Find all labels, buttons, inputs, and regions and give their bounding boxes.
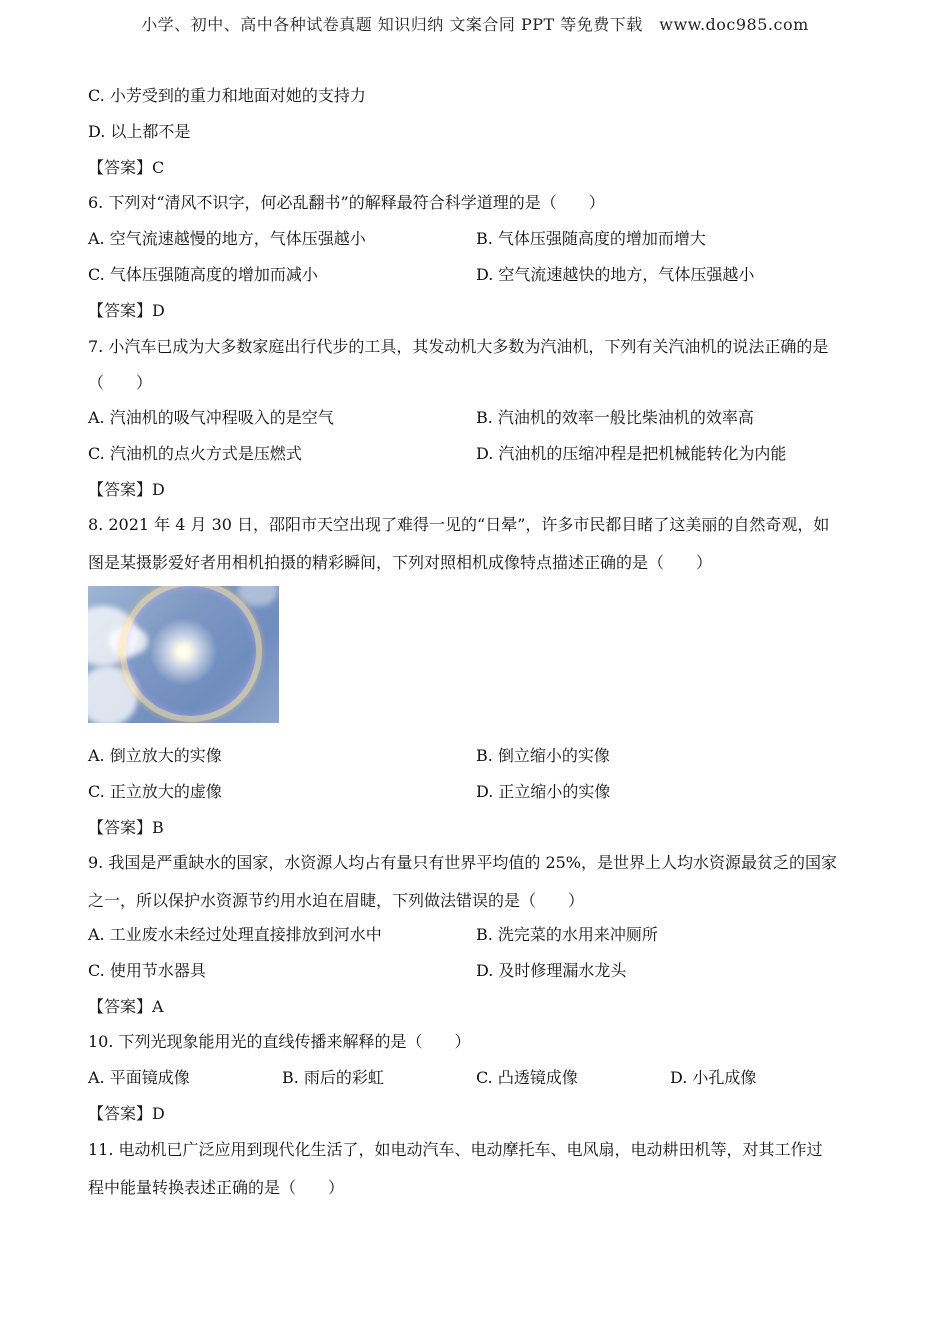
q9-option-a: A. 工业废水未经过处理直接排放到河水中 — [88, 925, 382, 944]
q6-stem: 6. 下列对“清风不识字，何必乱翻书”的解释最符合科学道理的是（ ） — [88, 193, 605, 212]
q10-option-b: B. 雨后的彩虹 — [282, 1068, 384, 1087]
q7-stem-line1: 7. 小汽车已成为大多数家庭出行代步的工具，其发动机大多数为汽油机，下列有关汽油机的说法正确的是 — [88, 337, 829, 356]
q7-option-d: D. 汽油机的压缩冲程是把机械能转化为内能 — [476, 444, 787, 463]
answer-label: 【答案】 — [88, 158, 153, 177]
prev-option-c: C. 小芳受到的重力和地面对她的支持力 — [88, 86, 366, 105]
q6-option-c: C. 气体压强随高度的增加而减小 — [88, 265, 318, 284]
page-header: 小学、初中、高中各种试卷真题 知识归纳 文案合同 PPT 等免费下载 www.doc985.com — [141, 15, 809, 34]
answer-value: D — [152, 301, 165, 320]
sun-halo-photo — [88, 586, 279, 723]
answer-label: 【答案】 — [88, 480, 153, 499]
q11-stem-line1: 11. 电动机已广泛应用到现代化生活了，如电动汽车、电动摩托车、电风扇，电动耕田机等，对其工作过 — [88, 1140, 823, 1159]
answer-value: C — [152, 158, 165, 177]
q8-option-c: C. 正立放大的虚像 — [88, 782, 222, 801]
answer-value: A — [152, 997, 164, 1016]
q6-option-a: A. 空气流速越慢的地方，气体压强越小 — [88, 229, 366, 248]
answer-label: 【答案】 — [88, 818, 153, 837]
q8-stem-line1: 8. 2021 年 4 月 30 日，邵阳市天空出现了难得一见的“日晕”，许多市民都目睹了这美丽的自然奇观，如 — [88, 515, 830, 534]
q8-option-b: B. 倒立缩小的实像 — [476, 746, 610, 765]
q9-option-d: D. 及时修理漏水龙头 — [476, 961, 627, 980]
q9-answer — [88, 997, 164, 1017]
q8-option-a: A. 倒立放大的实像 — [88, 746, 222, 765]
q11-stem-line2: 程中能量转换表述正确的是（ ） — [88, 1178, 345, 1197]
answer-value: B — [152, 818, 164, 837]
q7-option-a: A. 汽油机的吸气冲程吸入的是空气 — [88, 408, 334, 427]
q7-option-b: B. 汽油机的效率一般比柴油机的效率高 — [476, 408, 754, 427]
q7-option-c: C. 汽油机的点火方式是压燃式 — [88, 444, 302, 463]
answer-label: 【答案】 — [88, 1104, 153, 1123]
q10-answer — [88, 1104, 165, 1124]
q10-option-a: A. 平面镜成像 — [88, 1068, 190, 1087]
prev-answer — [88, 158, 164, 178]
q10-option-c: C. 凸透镜成像 — [476, 1068, 578, 1087]
q8-answer — [88, 818, 164, 838]
q9-option-c: C. 使用节水器具 — [88, 961, 206, 980]
q8-stem-line2: 图是某摄影爱好者用相机拍摄的精彩瞬间，下列对照相机成像特点描述正确的是（ ） — [88, 553, 713, 572]
q9-stem-line2: 之一，所以保护水资源节约用水迫在眉睫，下列做法错误的是（ ） — [88, 891, 585, 910]
answer-value: D — [152, 480, 165, 499]
answer-label: 【答案】 — [88, 997, 153, 1016]
q6-option-d: D. 空气流速越快的地方，气体压强越小 — [476, 265, 755, 284]
q8-option-d: D. 正立缩小的实像 — [476, 782, 611, 801]
q9-option-b: B. 洗完菜的水用来冲厕所 — [476, 925, 658, 944]
q6-answer — [88, 301, 165, 321]
answer-label: 【答案】 — [88, 301, 153, 320]
q10-option-d: D. 小孔成像 — [670, 1068, 757, 1087]
q9-stem-line1: 9. 我国是严重缺水的国家，水资源人均占有量只有世界平均值的 25%，是世界上人均水资源最贫乏的国家 — [88, 853, 838, 872]
q6-option-b: B. 气体压强随高度的增加而增大 — [476, 229, 706, 248]
q7-answer — [88, 480, 165, 500]
answer-value: D — [152, 1104, 165, 1123]
prev-option-d: D. 以上都不是 — [88, 122, 191, 141]
q10-stem: 10. 下列光现象能用光的直线传播来解释的是（ ） — [88, 1032, 471, 1051]
q7-stem-line2: （ ） — [88, 373, 153, 392]
